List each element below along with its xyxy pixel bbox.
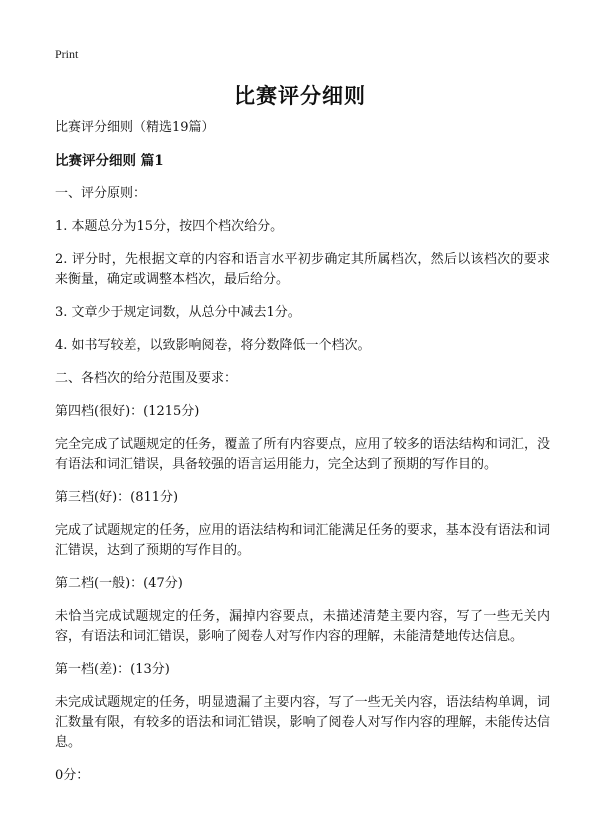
level-1-title: 第一档(差)：(13分) xyxy=(55,662,170,677)
principle-item-3: 3. 文章少于规定词数，从总分中减去1分。 xyxy=(55,305,301,320)
subtitle: 比赛评分细则（精选19篇） xyxy=(55,120,215,135)
document-title: 比赛评分细则 xyxy=(234,83,366,108)
principle-item-1: 1. 本题总分为15分，按四个档次给分。 xyxy=(55,219,284,234)
levels-heading: 二、各档次的给分范围及要求： xyxy=(55,371,238,386)
level-4-description: 完全完成了试题规定的任务，覆盖了所有内容要点，应用了较多的语法结构和词汇，没有语法和词汇错误，具备较强的语言运用能力，完全达到了预期的写作目的。 xyxy=(55,437,550,472)
level-1-description: 未完成试题规定的任务，明显遗漏了主要内容，写了一些无关内容，语法结构单调，词汇数量有限，有较多的语法和词汇错误，影响了阅卷人对写作内容的理解，未能传达信息。 xyxy=(55,695,550,750)
principle-item-2: 2. 评分时，先根据文章的内容和语言水平初步确定其所属档次，然后以该档次的要求来衡量，确定或调整本档次，最后给分。 xyxy=(55,252,550,287)
principle-heading: 一、评分原则： xyxy=(55,186,147,201)
level-2-description: 未恰当完成试题规定的任务，漏掉内容要点，未描述清楚主要内容，写了一些无关内容，有语法和词汇错误，影响了阅卷人对写作内容的理解，未能清楚地传达信息。 xyxy=(55,609,550,644)
level-4-title: 第四档(很好)：(1215分) xyxy=(55,404,200,419)
level-3-title: 第三档(好)：(811分) xyxy=(55,490,179,505)
level-3-description: 完成了试题规定的任务，应用的语法结构和词汇能满足任务的要求，基本没有语法和词汇错误，达到了预期的写作目的。 xyxy=(55,523,550,558)
document-body xyxy=(55,118,550,799)
section-heading: 比赛评分细则 篇1 xyxy=(55,153,164,169)
print-label: Print xyxy=(55,47,79,61)
zero-score-title: 0分： xyxy=(55,768,90,783)
principle-item-4: 4. 如书写较差，以致影响阅卷，将分数降低一个档次。 xyxy=(55,338,371,353)
level-2-title: 第二档(一般)：(47分) xyxy=(55,576,183,591)
